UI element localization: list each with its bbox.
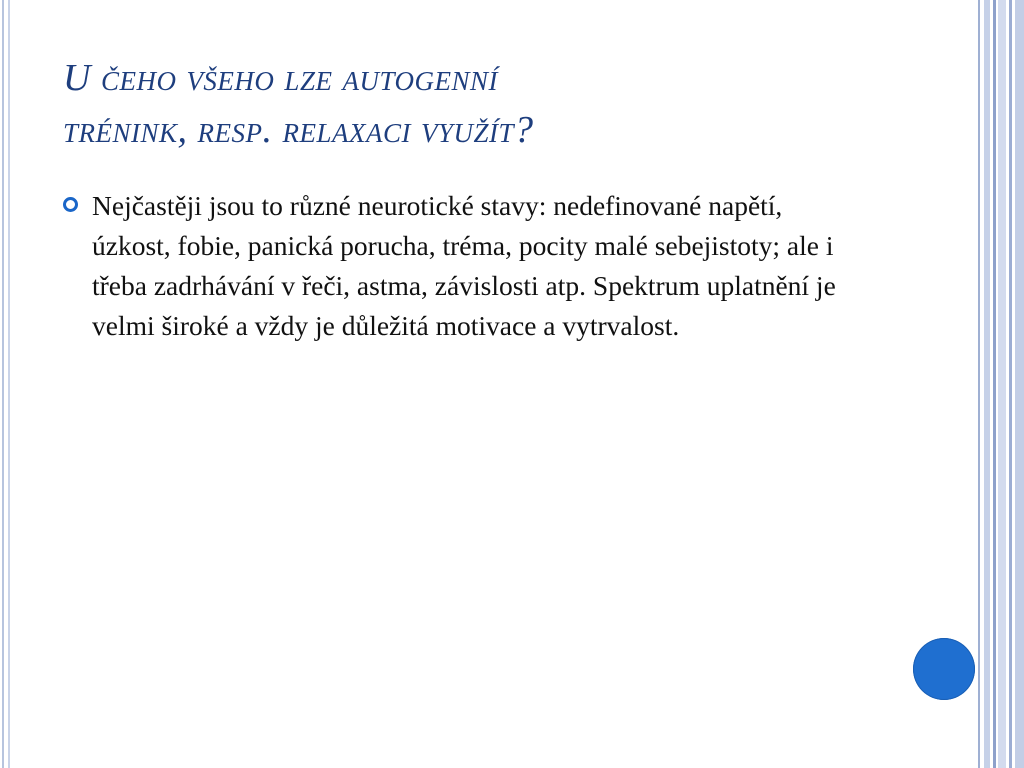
bullet-item: [62, 186, 852, 346]
slide-body: [62, 186, 852, 346]
bullet-text: Nejčastěji jsou to různé neurotické stavy: nedefinované napětí, úzkost, fobie, panická porucha, tréma, pocity malé sebejistoty; ale i třeba zadrhávání v řeči, astma, závislosti atp. Spektrum uplatnění je velmi široké a vždy je důležitá motivace a vytrvalost.: [92, 190, 836, 341]
right-decor-stripe: [1015, 0, 1024, 768]
left-border-line: [2, 0, 4, 768]
right-decor-stripe: [984, 0, 990, 768]
decorative-circle: [913, 638, 975, 700]
right-decor-stripe: [993, 0, 996, 768]
slide-title: [63, 52, 943, 156]
left-border-line-inner: [8, 0, 10, 768]
slide-title-line-2: trénink, resp. relaxaci využít?: [63, 109, 534, 151]
right-decor-stripe: [998, 0, 1006, 768]
right-decor-stripe: [1009, 0, 1012, 768]
right-decor-stripe: [978, 0, 980, 768]
bullet-icon: [63, 197, 78, 212]
slide-title-line-1: U čeho všeho lze autogenní: [63, 57, 498, 99]
